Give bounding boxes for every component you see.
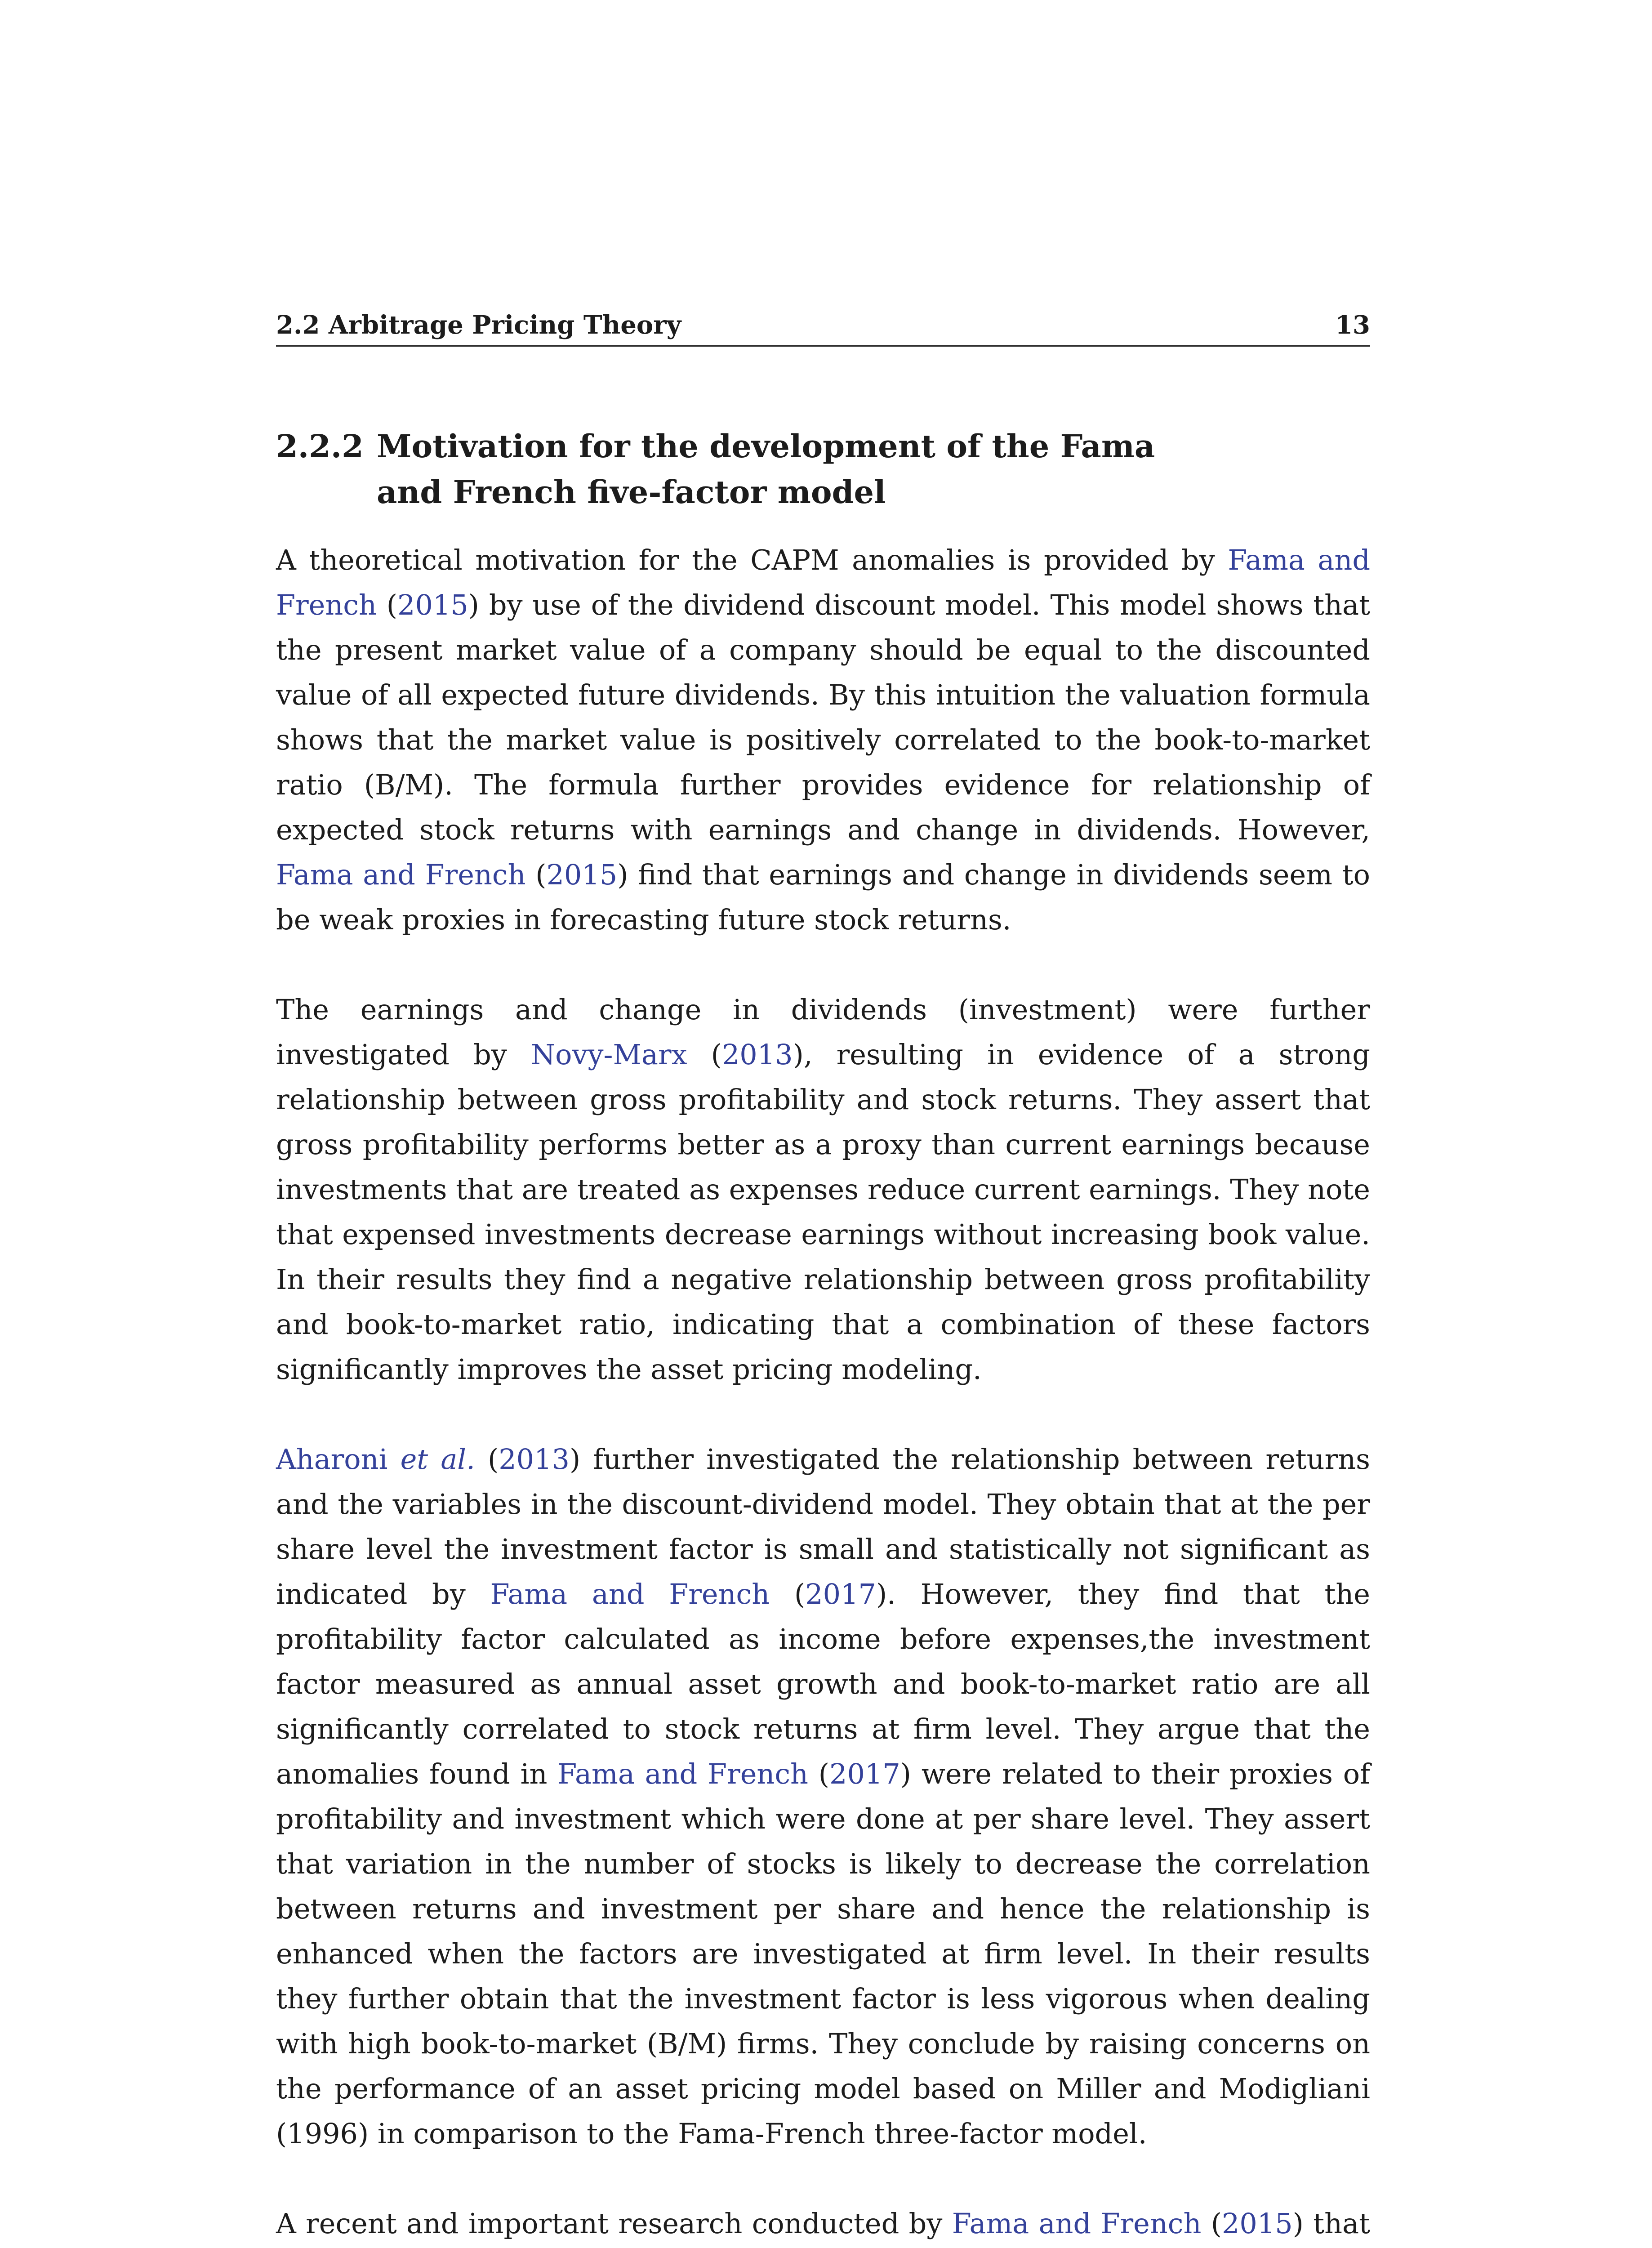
text-run: ( xyxy=(808,1757,829,1790)
citation-year-link[interactable]: 2015 xyxy=(1221,2207,1293,2240)
text-run: ), resulting in evidence of a strong relationship between gross profitability and stock returns. They assert that gross profitability performs better as a proxy than current earnings because investments that are treated as expenses reduce current earnings. They note that expensed investments decrease earnings without increasing book value. In their results they find a negative relationship between gross profitability and book-to-market ratio, indicating that a combination of these factors significantly improves the asset pricing modeling. xyxy=(276,1038,1370,1386)
section-number: 2.2.2 xyxy=(276,428,364,465)
citation-link-etal[interactable]: et al. xyxy=(400,1443,475,1476)
section-heading xyxy=(276,424,1370,515)
citation-year-link[interactable]: 2015 xyxy=(546,858,618,891)
running-title: 2.2 Arbitrage Pricing Theory xyxy=(276,310,681,340)
text-run: ) were related to their proxies of profitability and investment which were done at per share level. They assert that variation in the number of stocks is likely to decrease the correlation between returns and investment per share and hence the relationship is enhanced when the factors are investigated at firm level. In their results they further obtain that the investment factor is less vigorous when dealing with high book-to-market (B/M) firms. They conclude by raising concerns on the performance of an asset pricing model based on Miller and Modigliani (1996) in comparison to the Fama-French three-factor model. xyxy=(276,1757,1370,2150)
text-run: ) find that earnings and change in dividends seem to be weak proxies in forecasting future stock returns. xyxy=(276,858,1370,936)
text-run: ( xyxy=(475,1443,499,1476)
paragraph xyxy=(276,2201,1370,2248)
citation-link[interactable]: Fama and French xyxy=(276,544,1371,621)
running-header xyxy=(276,309,1370,347)
citation-link[interactable]: Fama and French xyxy=(276,858,526,891)
text-run: A theoretical motivation for the CAPM anomalies is provided by xyxy=(276,544,1228,576)
citation-year-link[interactable]: 2017 xyxy=(805,1578,876,1610)
section-title: Motivation for the development of the Fama and French five-factor model xyxy=(377,428,1155,511)
citation-link[interactable]: Fama and French xyxy=(952,2207,1202,2240)
paragraph xyxy=(276,538,1370,942)
citation-year-link[interactable]: 2017 xyxy=(829,1757,900,1790)
paragraph xyxy=(276,987,1370,1392)
text-run: ( xyxy=(376,589,397,621)
text-run: The earnings and change in dividends (investment) were further investigated by xyxy=(276,993,1370,1071)
citation-link[interactable]: Fama and French xyxy=(490,1578,770,1610)
text-run: ) further investigated the relationship between returns and the variables in the discount-dividend model. They obtain that at the per share level the investment factor is small and statistically not significant as indicated by xyxy=(276,1443,1370,1610)
text-run: ( xyxy=(1201,2207,1222,2240)
paragraph xyxy=(276,1437,1370,2156)
citation-year-link[interactable]: 2013 xyxy=(499,1443,570,1476)
text-run: ). However, they find that the profitability factor calculated as income before expenses,the investment factor measured as annual asset growth and book-to-market ratio are all significantly correlated to stock returns at firm level. They argue that the anomalies found in xyxy=(276,1578,1370,1790)
citation-link[interactable]: Novy-Marx xyxy=(530,1038,687,1071)
citation-year-link[interactable]: 2013 xyxy=(721,1038,793,1071)
body-text xyxy=(276,538,1370,2248)
text-run: A recent and important research conducted by xyxy=(276,2207,952,2240)
page-number: 13 xyxy=(1335,310,1370,340)
text-run: ( xyxy=(770,1578,806,1610)
citation-link[interactable]: Aharoni xyxy=(276,1443,401,1476)
text-run: ) that xyxy=(1292,2207,1370,2240)
citation-link[interactable]: Fama and French xyxy=(557,1757,808,1790)
text-run: ( xyxy=(687,1038,722,1071)
citation-year-link[interactable]: 2015 xyxy=(397,589,468,621)
text-run: ( xyxy=(525,858,547,891)
text-run: ) by use of the dividend discount model. This model shows that the present market value of a company should be equal to the discounted value of all expected future dividends. By this intuition the valuation formula shows that the market value is positively correlated to the book-to-market ratio (B/M). The formula further provides evidence for relationship of expected stock returns with earnings and change in dividends. However, xyxy=(276,589,1370,846)
